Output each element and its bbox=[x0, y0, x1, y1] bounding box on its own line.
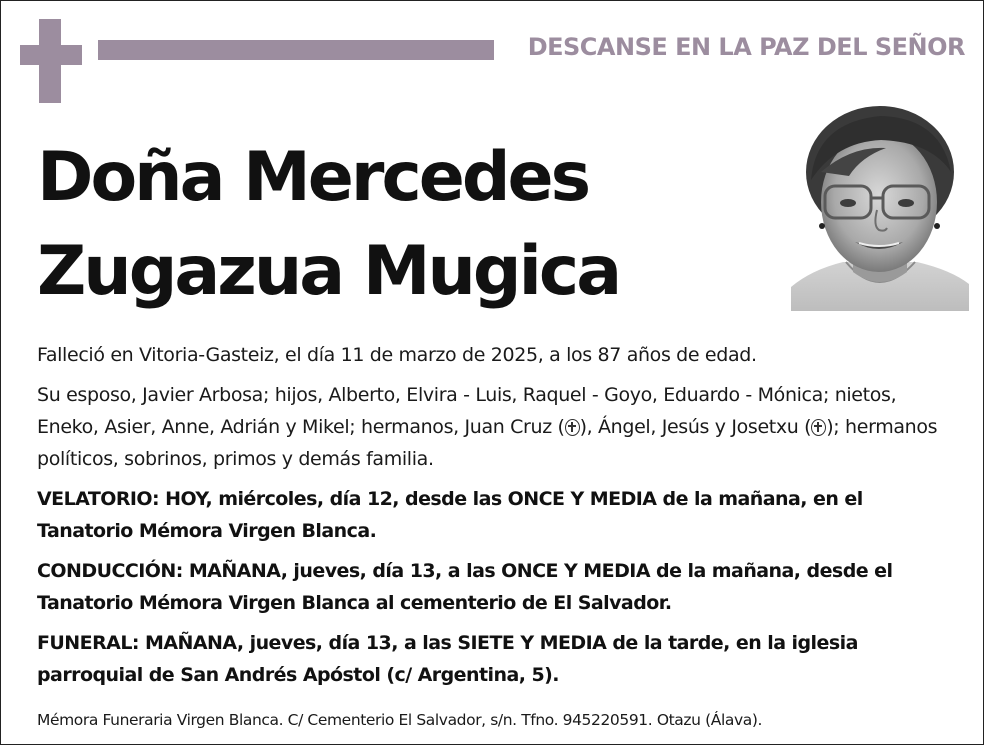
death-notice: Falleció en Vitoria-Gasteiz, el día 11 de marzo de 2025, a los 87 años de edad. bbox=[37, 344, 757, 366]
deceased-cross-icon bbox=[565, 419, 580, 436]
header-title: DESCANSE EN LA PAZ DEL SEÑOR bbox=[527, 33, 965, 61]
notice-body bbox=[37, 339, 957, 691]
deceased-name-line2: Zugazua Mugica bbox=[37, 232, 620, 311]
header-bar bbox=[98, 40, 494, 60]
family-list-part2: ), Ángel, Jesús y Josetxu ( bbox=[579, 416, 812, 438]
portrait-photo bbox=[791, 102, 969, 311]
family-list bbox=[37, 379, 957, 475]
latin-cross-icon bbox=[20, 19, 82, 103]
deceased-name bbox=[37, 131, 619, 319]
funeral-info: FUNERAL: MAÑANA, jueves, día 13, a las SIETE Y MEDIA de la tarde, en la iglesia parroquial de San Andrés Apóstol (c/ Argentina, 5). bbox=[37, 632, 858, 686]
conduccion-info: CONDUCCIÓN: MAÑANA, jueves, día 13, a las ONCE Y MEDIA de la mañana, desde el Tanatorio Mémora Virgen Blanca al cementerio de El Salvador. bbox=[37, 560, 893, 614]
velatorio-info: VELATORIO: HOY, miércoles, día 12, desde las ONCE Y MEDIA de la mañana, en el Tanatorio Mémora Virgen Blanca. bbox=[37, 488, 863, 542]
family-list-part3: ); hermanos políticos, sobrinos, primos y demás familia. bbox=[37, 416, 938, 470]
family-list-part1: Su esposo, Javier Arbosa; hijos, Alberto, Elvira - Luis, Raquel - Goyo, Eduardo - Mónica; nietos, Eneko, Asier, Anne, Adrián y Mikel; hermanos, Juan Cruz ( bbox=[37, 384, 897, 438]
deceased-cross-icon bbox=[811, 419, 826, 436]
deceased-name-line1: Doña Mercedes bbox=[37, 138, 589, 217]
funeral-home-footer: Mémora Funeraria Virgen Blanca. C/ Cementerio El Salvador, s/n. Tfno. 945220591. Otazu (Álava). bbox=[37, 711, 762, 729]
